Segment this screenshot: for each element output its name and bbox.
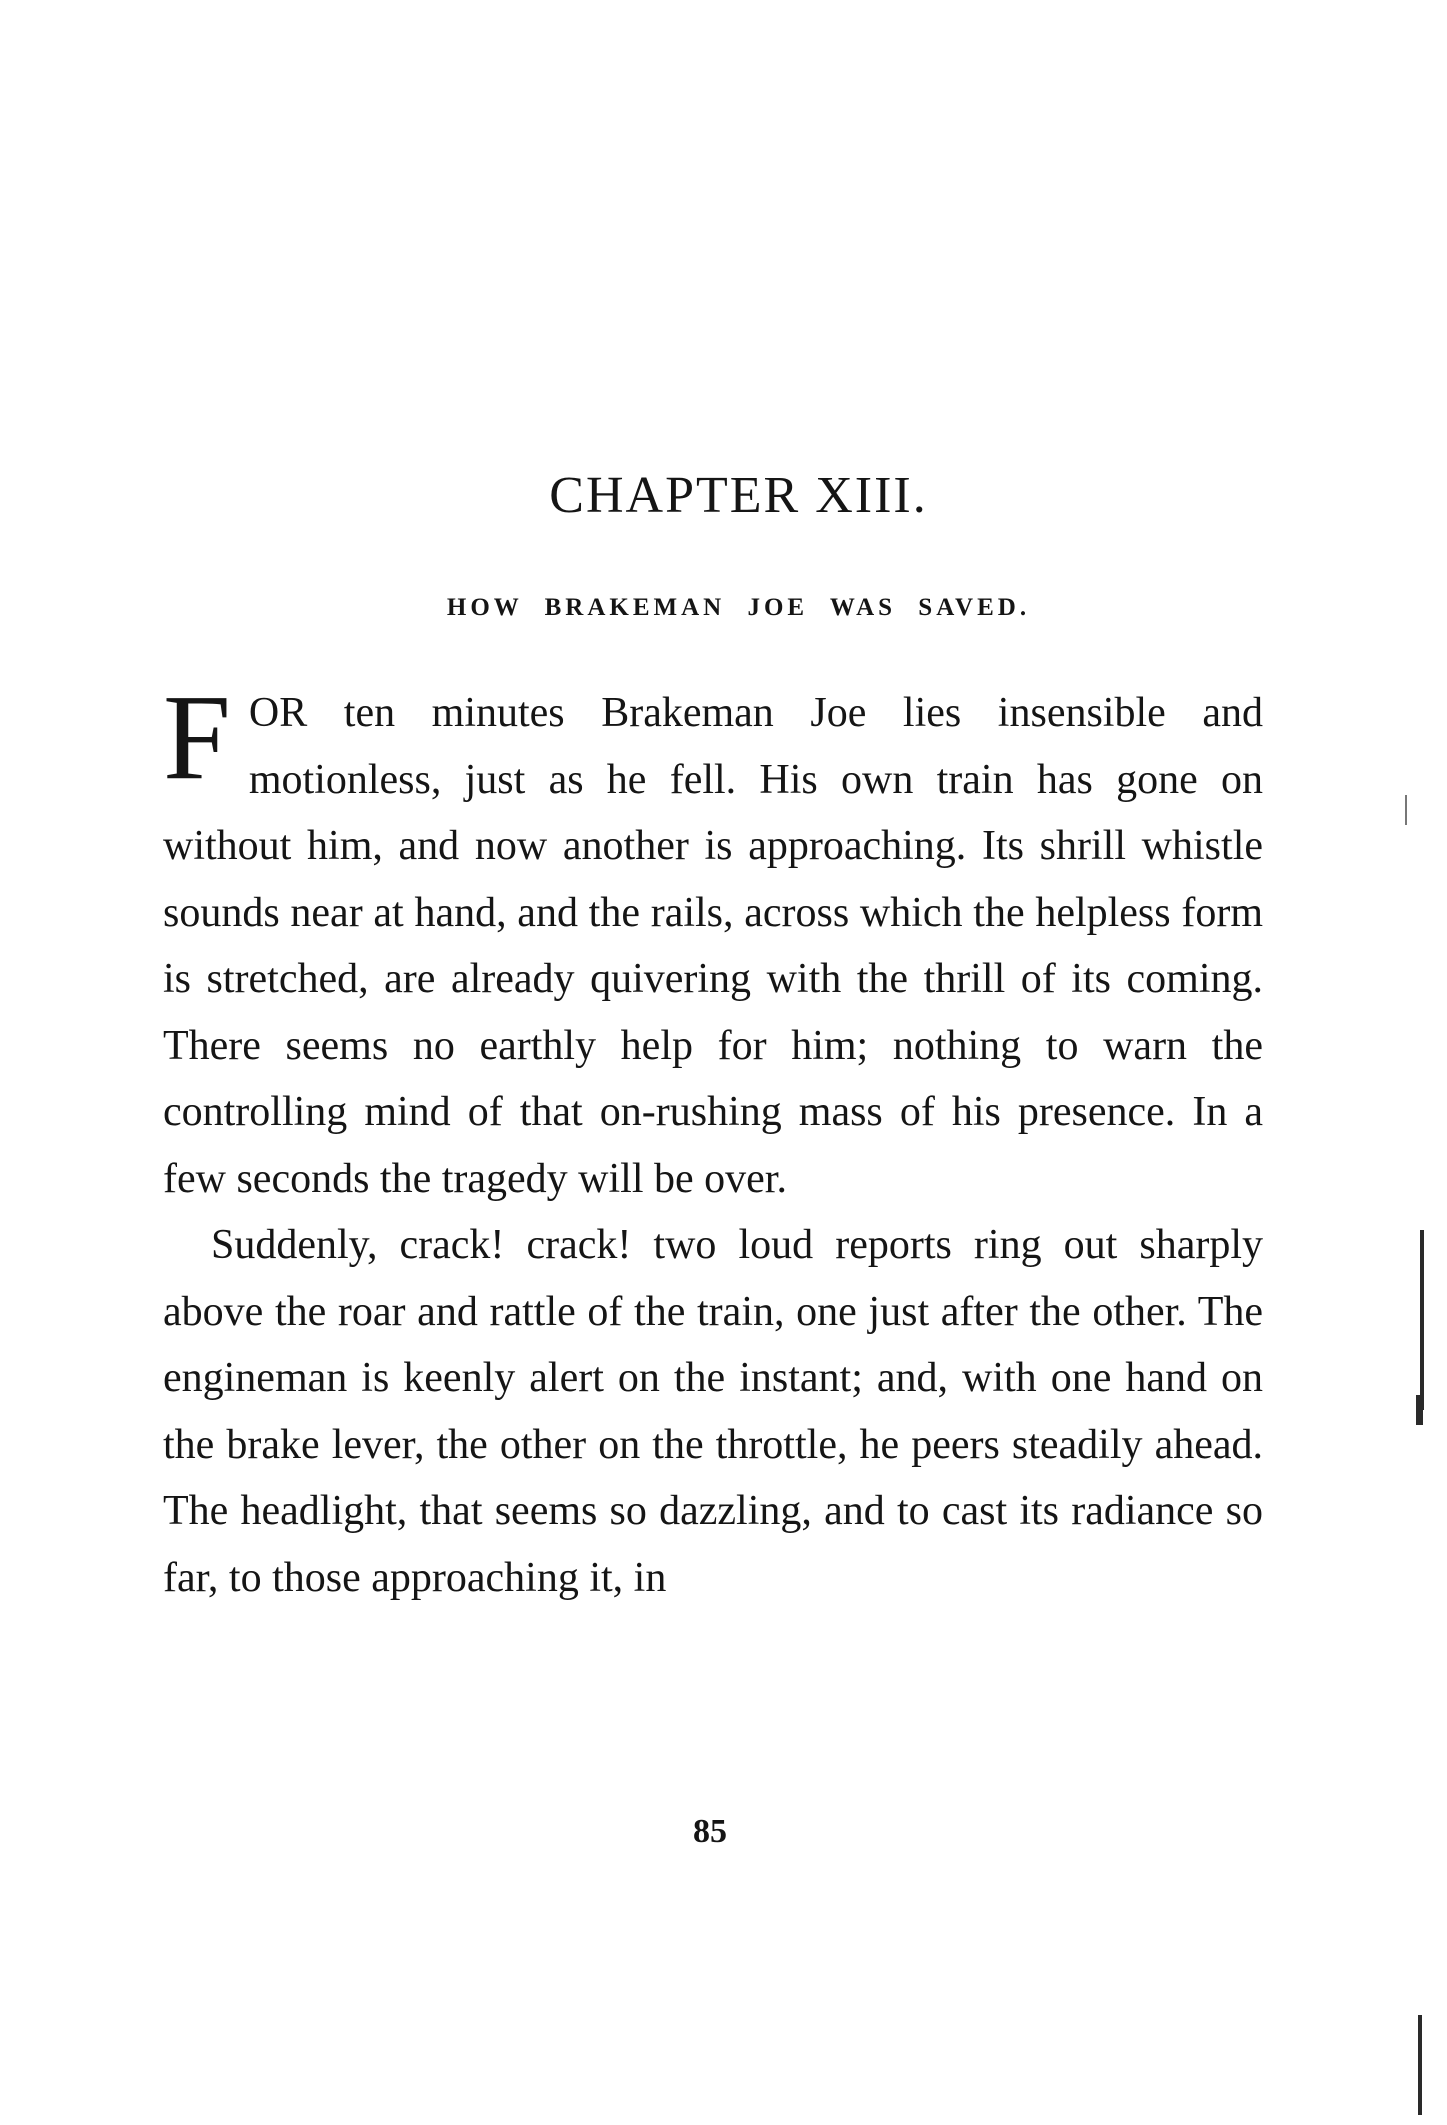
page-number: 85 <box>693 1813 727 1850</box>
drop-cap: F <box>163 670 231 805</box>
paragraph-first <box>163 670 1263 1212</box>
scan-edge-mark <box>1420 1230 1424 1410</box>
scan-edge-mark <box>1418 2015 1422 2115</box>
scan-edge-mark <box>1405 795 1407 825</box>
paragraph-second: Suddenly, crack! crack! two loud reports ring out sharply above the roar and rattle of the train, one just after the other. The engineman is keenly alert on the instant; and, with one hand on the brake lever, the other on the throttle, he peers steadily ahead. The headlight, that seems so dazzling, and to cast its radiance so far, to those approaching it, in <box>163 1222 1263 1601</box>
scan-edge-mark <box>1416 1395 1423 1425</box>
paragraph-first-text: ten minutes Brakeman Joe lies insensible and motionless, just as he fell. His own train has gone on without him, and now another is approaching. Its shrill whistle sounds near at hand, and the rails, across which the helpless form is stretched, are already quivering with the thrill of its coming. There seems no earthly help for him; nothing to warn the controlling mind of that on-rushing mass of his presence. In a few seconds the tragedy will be over. <box>163 690 1263 1202</box>
chapter-title: CHAPTER XIII. <box>549 467 928 524</box>
chapter-body <box>163 670 1263 1611</box>
opening-caps-word: OR <box>248 690 308 736</box>
chapter-subtitle: HOW BRAKEMAN JOE WAS SAVED. <box>446 594 1031 621</box>
